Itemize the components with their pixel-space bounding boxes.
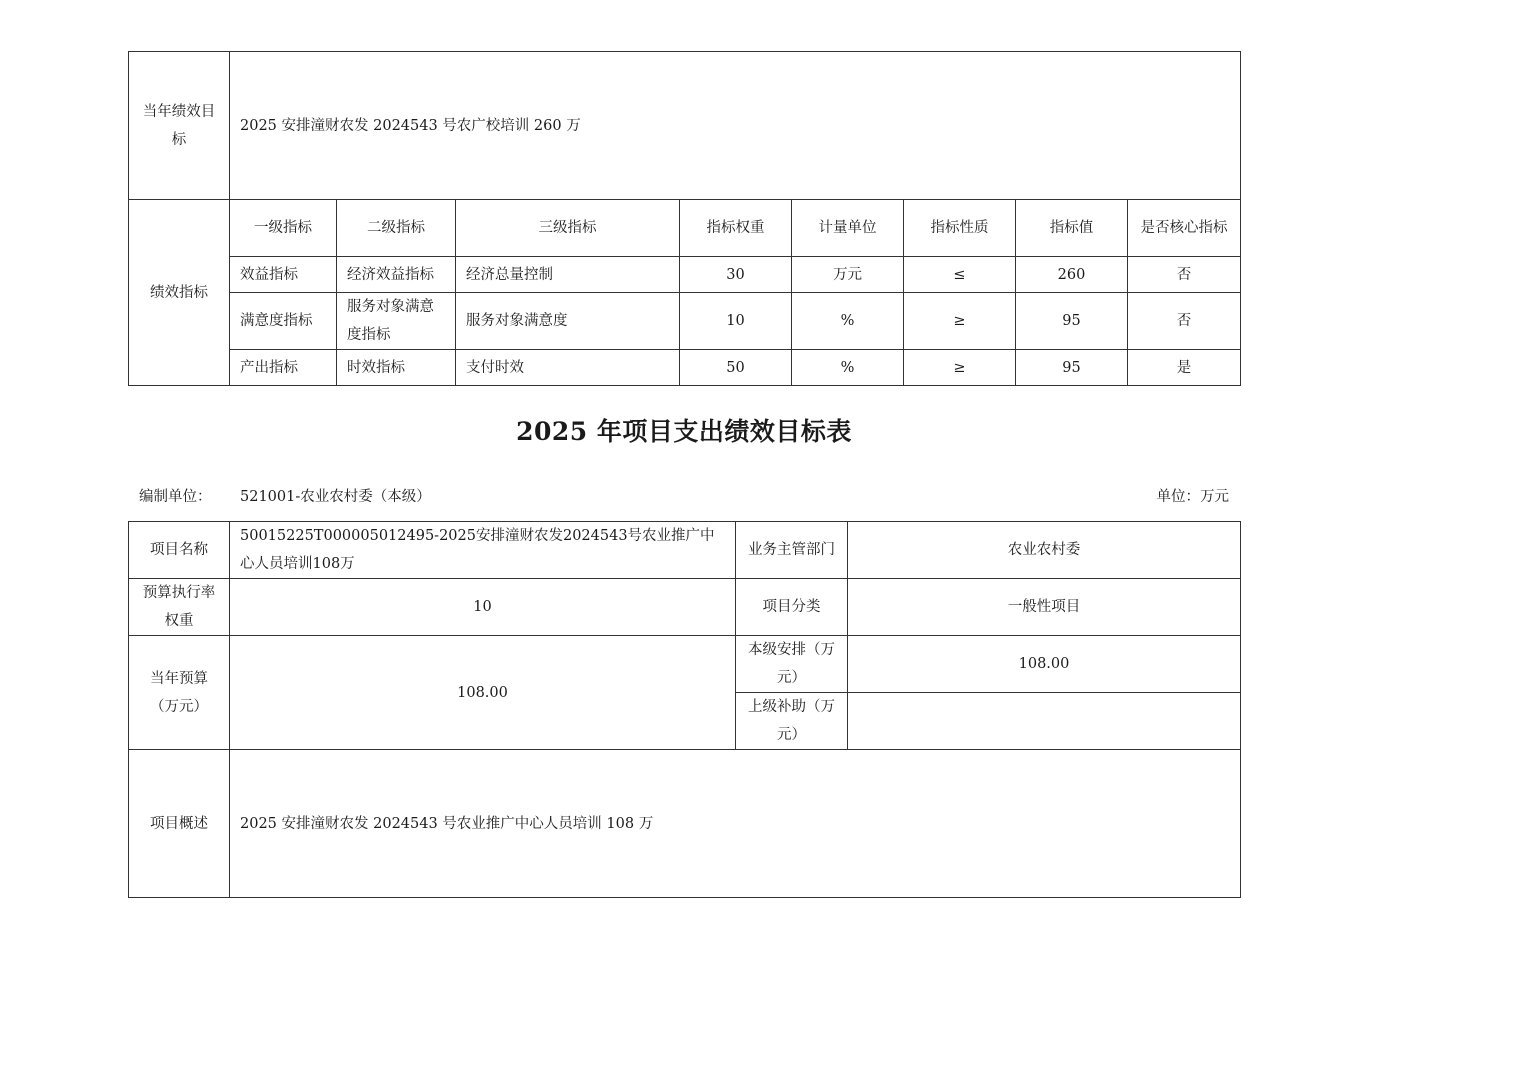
goal-text: 2025 安排潼财农发 2024543 号农广校培训 260 万	[230, 52, 1241, 200]
cell-level2: 经济效益指标	[337, 257, 456, 293]
cell-unit: %	[792, 293, 904, 350]
performance-table	[128, 51, 1241, 386]
header-weight: 指标权重	[680, 200, 792, 257]
cell-level2: 时效指标	[337, 350, 456, 386]
header-level3: 三级指标	[456, 200, 680, 257]
header-nature: 指标性质	[904, 200, 1016, 257]
table-row	[129, 293, 1241, 350]
overview-label: 项目概述	[129, 750, 230, 898]
dept-value: 农业农村委	[848, 522, 1241, 579]
cell-core: 否	[1128, 257, 1241, 293]
cell-level1: 满意度指标	[230, 293, 337, 350]
section-title: 2025 年项目支出绩效目标表	[516, 417, 852, 446]
budget-label: 当年预算（万元）	[129, 636, 230, 750]
cell-level1: 产出指标	[230, 350, 337, 386]
header-level1: 一级指标	[230, 200, 337, 257]
org-value: 521001-农业农村委（本级）	[240, 489, 431, 505]
cell-core: 是	[1128, 350, 1241, 386]
overview-value: 2025 安排潼财农发 2024543 号农业推广中心人员培训 108 万	[230, 750, 1241, 898]
perf-label: 绩效指标	[129, 200, 230, 386]
category-label: 项目分类	[736, 579, 848, 636]
local-label: 本级安排（万元）	[736, 636, 848, 693]
header-core: 是否核心指标	[1128, 200, 1241, 257]
table-row	[129, 257, 1241, 293]
cell-level1: 效益指标	[230, 257, 337, 293]
budget-value: 108.00	[230, 636, 736, 750]
goal-label: 当年绩效目标	[129, 52, 230, 200]
cell-nature: ≥	[904, 293, 1016, 350]
upper-value	[848, 693, 1241, 750]
project-table	[128, 521, 1241, 898]
category-value: 一般性项目	[848, 579, 1241, 636]
project-name-value: 50015225T000005012495-2025安排潼财农发2024543号农业推广中心人员培训108万	[230, 522, 736, 579]
cell-value: 95	[1016, 293, 1128, 350]
cell-value: 95	[1016, 350, 1128, 386]
cell-core: 否	[1128, 293, 1241, 350]
table-row	[129, 350, 1241, 386]
cell-level2: 服务对象满意度指标	[337, 293, 456, 350]
cell-level3: 经济总量控制	[456, 257, 680, 293]
cell-nature: ≥	[904, 350, 1016, 386]
project-name-label: 项目名称	[129, 522, 230, 579]
cell-value: 260	[1016, 257, 1128, 293]
exec-weight-value: 10	[230, 579, 736, 636]
header-value: 指标值	[1016, 200, 1128, 257]
exec-weight-label: 预算执行率权重	[129, 579, 230, 636]
cell-level3: 服务对象满意度	[456, 293, 680, 350]
header-unit: 计量单位	[792, 200, 904, 257]
cell-weight: 10	[680, 293, 792, 350]
org-label: 编制单位：	[139, 489, 212, 505]
dept-label: 业务主管部门	[736, 522, 848, 579]
cell-unit: 万元	[792, 257, 904, 293]
local-value: 108.00	[848, 636, 1241, 693]
upper-label: 上级补助（万元）	[736, 693, 848, 750]
header-level2: 二级指标	[337, 200, 456, 257]
cell-weight: 50	[680, 350, 792, 386]
cell-nature: ≤	[904, 257, 1016, 293]
cell-level3: 支付时效	[456, 350, 680, 386]
cell-weight: 30	[680, 257, 792, 293]
cell-unit: %	[792, 350, 904, 386]
unit-label: 单位：万元	[1156, 489, 1229, 505]
